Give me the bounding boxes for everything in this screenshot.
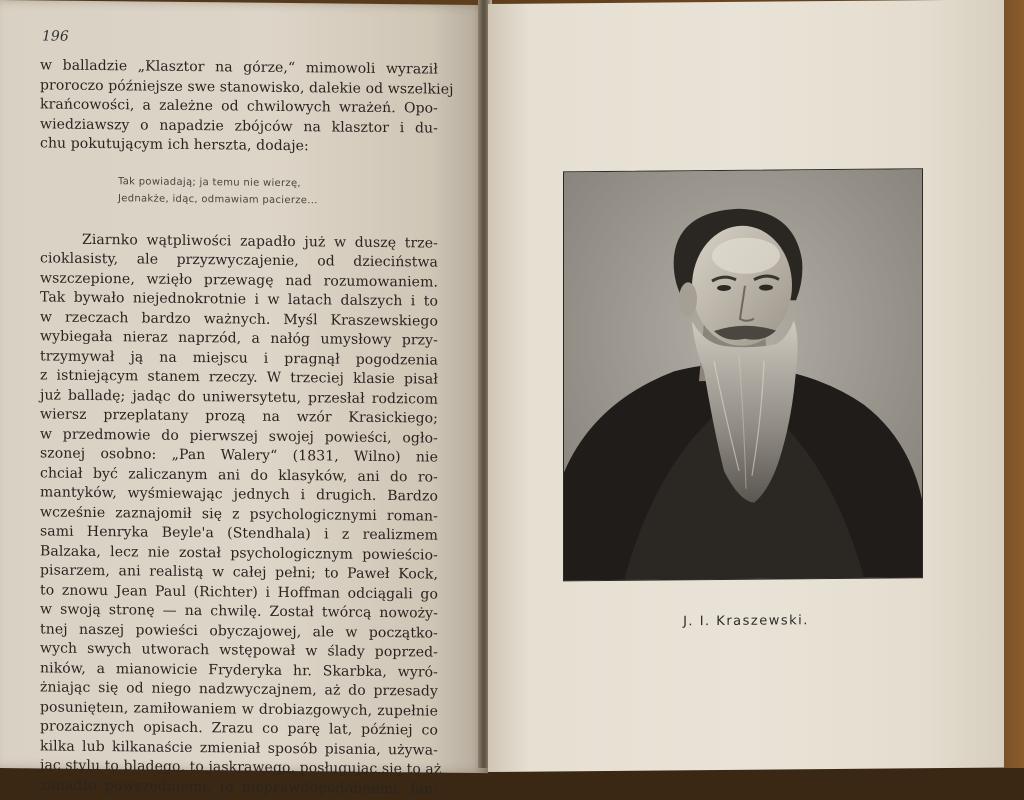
left-page-content xyxy=(40,28,454,799)
text-line: sami Henryka Beyle'a (Stendhala) i z realizmem xyxy=(40,523,438,544)
text-line: żniając się od niego nadzwyczajnem, aż do przesady xyxy=(40,679,438,700)
text-line: krańcowości, a zależne od chwilowych wrażeń. Opo- xyxy=(40,96,438,117)
text-line: z istniejącym stanem rzeczy. W trzeciej klasie pisał xyxy=(40,367,438,388)
text-line: wszczepione, wzięło przewagę nad rozumowaniem. xyxy=(40,269,438,291)
bearded-man-portrait-icon xyxy=(563,168,923,581)
text-line: w swoją stronę — na chwilę. Został twórcą nowoży- xyxy=(40,601,438,622)
text-line: kilka lub kilkanaście zmieniał sposób pisania, używa- xyxy=(40,737,438,759)
text-line: w przedmowie do pierwszej swojej powieści, ogło- xyxy=(40,425,438,447)
text-line: prozaicznych opisach. Zrazu co parę lat, później co xyxy=(40,718,438,739)
text-line: proroczo późniejsze swe stanowisko, dalekie od wszelkiej xyxy=(40,76,454,98)
table-edge xyxy=(1004,0,1024,768)
right-page xyxy=(488,0,1004,772)
text-line: wybiegała nieraz naprzód, a nałóg umysłowy przy- xyxy=(40,328,438,349)
text-line: wiedziawszy o napadzie zbójców na klasztor i du- xyxy=(40,115,438,137)
text-line: jąc stylu to bladego, to jaskrawego, posługując się to aż xyxy=(40,757,442,778)
text-line: Tak powiadają; ja temu nie wierzę, xyxy=(118,175,301,189)
text-line: tnej naszej powieści obyczajowej, ale w początko- xyxy=(40,620,438,642)
text-line: zanadto powszedniemi, to nieprawdopodobnemi, fan- xyxy=(40,776,438,798)
text-line: Balzaka, lecz nie został psychologicznym powieścio- xyxy=(40,542,438,564)
text-line: chciał być zaliczanym ani do klasyków, ani do ro- xyxy=(40,464,438,486)
text-line: w rzeczach bardzo ważnych. Myśl Kraszewskiego xyxy=(40,308,438,330)
text-line: trzymywał ją na miejscu i pragnął pogodzenia xyxy=(40,347,438,369)
text-line: pisarzem, ani realistą w całej pełni; to Paweł Kock, xyxy=(40,562,438,583)
text-line: to znowu Jean Paul (Richter) i Hoffman odciągali go xyxy=(40,581,438,603)
text-line: wych swych utworach wstępował w ślady poprzed- xyxy=(40,640,438,661)
text-line: wiersz przeplatany prozą na wzór Krasickiego; xyxy=(40,406,438,427)
text-line: szonej osobno: „Pan Walery“ (1831, Wilno) nie xyxy=(40,445,438,466)
text-line: cioklasisty, ale przyzwyczajenie, od dzieciństwa xyxy=(40,250,438,271)
left-page xyxy=(0,0,488,798)
paragraph-2 xyxy=(40,230,442,800)
text-line: ników, a mianowicie Fryderyka hr. Skarbka, wyró- xyxy=(40,659,438,681)
text-line: chu pokutującym ich herszta, dodaje: xyxy=(40,135,309,155)
text-line: Tak bywało niejednokrotnie i w latach dalszych i to xyxy=(40,289,438,310)
text-line: wcześnie zaznajomił się z psychologicznymi roman- xyxy=(40,503,438,525)
text-line: posunięteın, zamiłowaniem w drobiazgowych, zupełnie xyxy=(40,698,438,720)
text-line: Ziarnko wątpliwości zapadło już w duszę trze- xyxy=(82,231,438,252)
text-line: w balladzie „Klasztor na górze,“ mimowoli wyraził xyxy=(40,57,438,78)
verse-quote xyxy=(40,172,438,210)
text-line: mantyków, wyśmiewając jednych i drugich. Bardzo xyxy=(40,484,438,505)
page-number: 196 xyxy=(42,28,69,45)
portrait-caption: J. I. Kraszewski. xyxy=(683,613,809,630)
text-line: Jednakże, idąc, odmawiam pacierze... xyxy=(118,192,318,206)
text-line: już balladę; jadąc do uniwersytetu, przesłał rodzicom xyxy=(40,386,438,408)
paragraph-1 xyxy=(40,56,454,158)
